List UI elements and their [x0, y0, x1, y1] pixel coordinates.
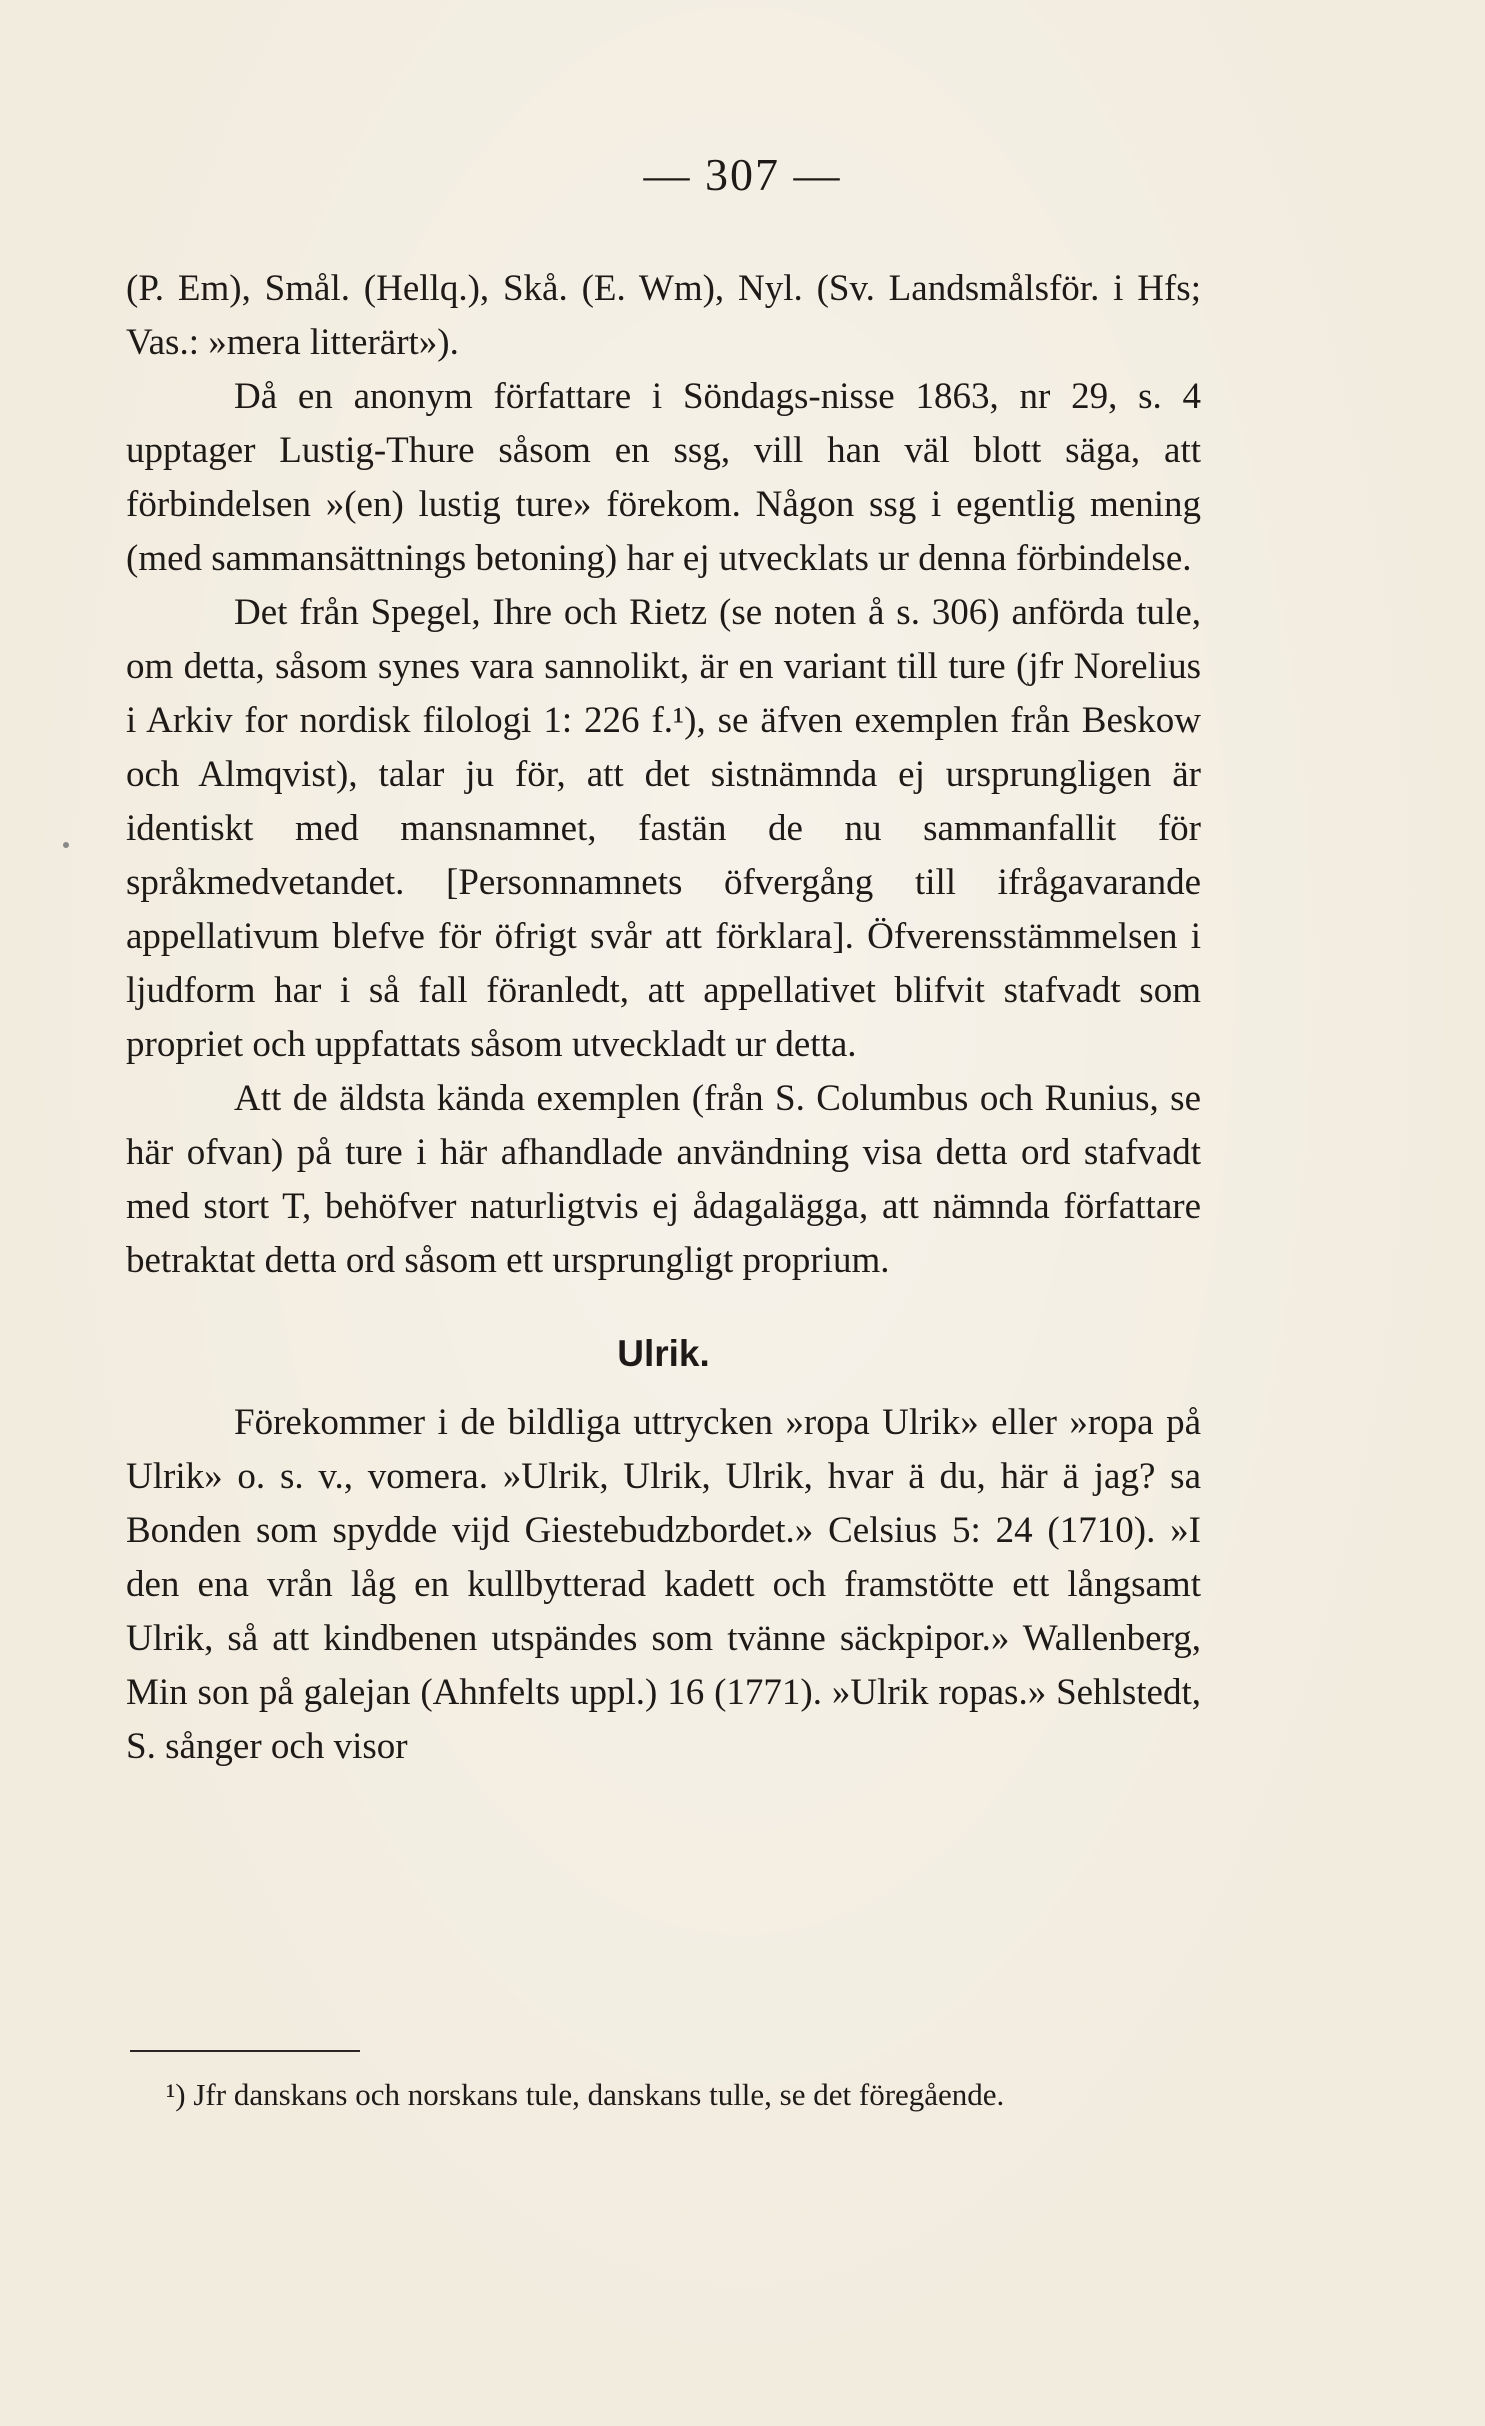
- footnote: [126, 2070, 1201, 2120]
- footnote-separator: [130, 2050, 360, 2052]
- footnote-text: ¹) Jfr danskans och norskans tule, danskans tulle, se det föregående.: [166, 2077, 1005, 2112]
- page-number: — 307 —: [643, 149, 842, 200]
- section-heading: Ulrik.: [617, 1333, 710, 1374]
- paragraph-5: Förekommer i de bildliga uttrycken »ropa Ulrik» eller »ropa på Ulrik» o. s. v., vomera. »Ulrik, Ulrik, Ulrik, hvar ä du, här ä jag? sa Bonden som spydde vijd Giestebudzbordet.» Celsius 5: 24 (1710). »I den ena vrån låg en kullbytterad kadett och framstötte ett långsamt Ulrik, så att kindbenen utspändes som tvänne säckpipor.» Wallenberg, Min son på galejan (Ahnfelts uppl.) 16 (1771). »Ulrik ropas.» Sehlstedt, S. sånger och visor: [126, 1402, 1201, 1767]
- paragraph-1: (P. Em), Smål. (Hellq.), Skå. (E. Wm), Nyl. (Sv. Landsmålsför. i Hfs; Vas.: »mera litterärt»).: [126, 268, 1201, 363]
- paragraph-4: Att de äldsta kända exemplen (från S. Columbus och Runius, se här ofvan) på ture i här afhandlade användning visa detta ord stafvadt med stort T, behöfver naturligtvis ej ådagalägga, att nämnda författare betraktat detta ord såsom ett ursprungligt proprium.: [126, 1078, 1201, 1281]
- paragraph-3: Det från Spegel, Ihre och Rietz (se noten å s. 306) anförda tule, om detta, såsom synes vara sannolikt, är en variant till ture (jfr Norelius i Arkiv for nordisk filologi 1: 226 f.¹), se äfven exemplen från Beskow och Almqvist), talar ju för, att det sistnämnda ej ursprungligen är identiskt med mansnamnet, fastän de nu sammanfallit för språkmedvetandet. [Personnamnets öfvergång till ifrågavarande appellativum blefve för öfrigt svår att förklara]. Öfverensstämmelsen i ljudform har i så fall föranledt, att appellativet blifvit stafvadt som propriet och uppfattats såsom utveckladt ur detta.: [126, 592, 1201, 1065]
- paragraph-2: Då en anonym författare i Söndags-nisse 1863, nr 29, s. 4 upptager Lustig-Thure såsom en ssg, vill han väl blott säga, att förbindelsen »(en) lustig ture» förekom. Någon ssg i egentlig mening (med sammansättnings betoning) har ej utvecklats ur denna förbindelse.: [126, 376, 1201, 579]
- margin-mark: [63, 842, 69, 848]
- body-text: [126, 262, 1201, 1774]
